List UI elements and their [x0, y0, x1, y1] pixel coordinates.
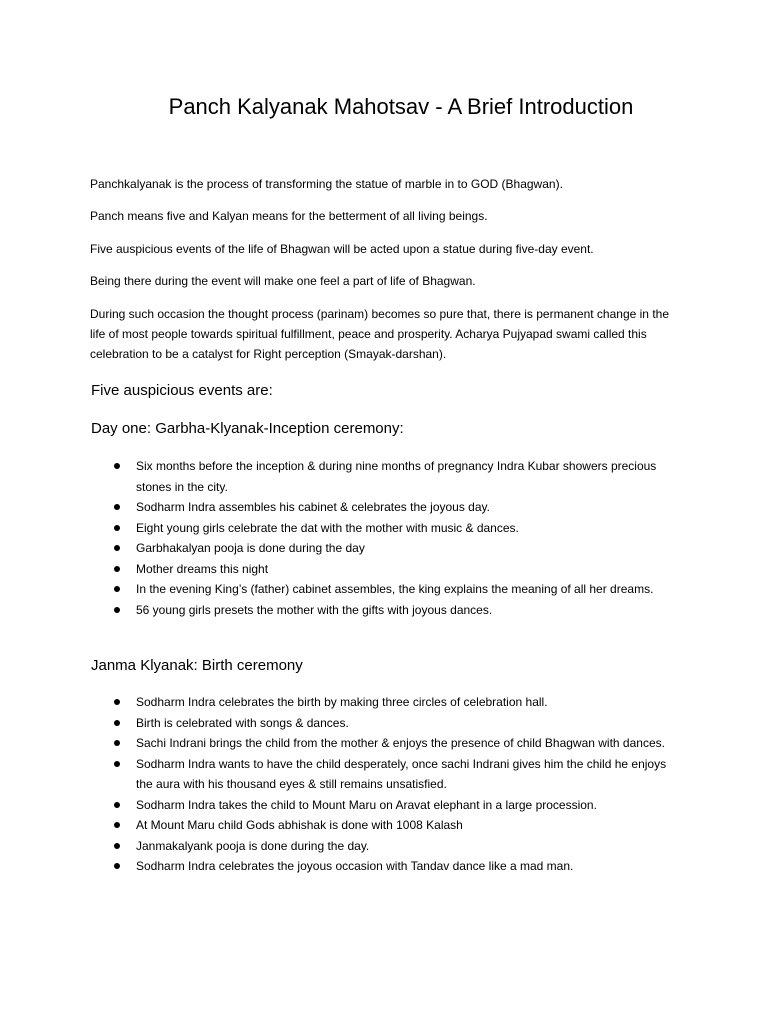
- list-item: Sodharm Indra celebrates the birth by making three circles of celebration hall.: [90, 692, 670, 713]
- intro-paragraph-3: Five auspicious events of the life of Bhagwan will be acted upon a statue during five-day event.: [90, 242, 594, 256]
- bullet-icon: [114, 586, 120, 592]
- list-item: Sodharm Indra assembles his cabinet & celebrates the joyous day.: [90, 497, 670, 518]
- list-item: Garbhakalyan pooja is done during the day: [90, 538, 670, 559]
- list-item: Janmakalyank pooja is done during the day.: [90, 836, 670, 857]
- events-heading: Five auspicious events are:: [91, 382, 273, 399]
- bullet-icon: [114, 525, 120, 531]
- bullet-icon: [114, 504, 120, 510]
- bullet-icon: [114, 699, 120, 705]
- list-item: At Mount Maru child Gods abhishak is done with 1008 Kalash: [90, 815, 670, 836]
- bullet-icon: [114, 863, 120, 869]
- page-title: Panch Kalyanak Mahotsav - A Brief Introduction: [168, 94, 634, 119]
- day-one-list: [90, 456, 670, 620]
- bullet-icon: [114, 740, 120, 746]
- intro-paragraph-2: Panch means five and Kalyan means for the betterment of all living beings.: [90, 209, 488, 223]
- janma-list: [90, 692, 670, 877]
- day-one-heading: Day one: Garbha-Klyanak-Inception ceremony:: [91, 420, 404, 437]
- intro-paragraph-1: Panchkalyanak is the process of transforming the statue of marble in to GOD (Bhagwan).: [90, 177, 563, 191]
- bullet-icon: [114, 566, 120, 572]
- list-item: 56 young girls presets the mother with the gifts with joyous dances.: [90, 600, 670, 621]
- bullet-icon: [114, 761, 120, 767]
- list-item: Six months before the inception & during nine months of pregnancy Indra Kubar showers precious stones in the city.: [90, 456, 670, 497]
- bullet-icon: [114, 545, 120, 551]
- list-item: Birth is celebrated with songs & dances.: [90, 713, 670, 734]
- list-item: Eight young girls celebrate the dat with the mother with music & dances.: [90, 518, 670, 539]
- bullet-icon: [114, 822, 120, 828]
- bullet-icon: [114, 720, 120, 726]
- list-item: Sodharm Indra wants to have the child desperately, once sachi Indrani gives him the child he enjoys the aura with his thousand eyes & still remains unsatisfied.: [90, 754, 670, 795]
- list-item: In the evening King’s (father) cabinet assembles, the king explains the meaning of all her dreams.: [90, 579, 670, 600]
- bullet-icon: [114, 802, 120, 808]
- list-item: Mother dreams this night: [90, 559, 670, 580]
- bullet-icon: [114, 607, 120, 613]
- bullet-icon: [114, 463, 120, 469]
- intro-paragraph-4: Being there during the event will make one feel a part of life of Bhagwan.: [90, 274, 476, 288]
- bullet-icon: [114, 843, 120, 849]
- list-item: Sodharm Indra takes the child to Mount Maru on Aravat elephant in a large procession.: [90, 795, 670, 816]
- list-item: Sodharm Indra celebrates the joyous occasion with Tandav dance like a mad man.: [90, 856, 670, 877]
- intro-paragraph-5: During such occasion the thought process (parinam) becomes so pure that, there is permanent change in the life of most people towards spiritual fulfillment, peace and prosperity. Acharya Pujyapad swami called this celebration to be a catalyst for Right perception (Smayak-darshan).: [90, 307, 669, 361]
- list-item: Sachi Indrani brings the child from the mother & enjoys the presence of child Bhagwan with dances.: [90, 733, 670, 754]
- janma-heading: Janma Klyanak: Birth ceremony: [91, 657, 303, 674]
